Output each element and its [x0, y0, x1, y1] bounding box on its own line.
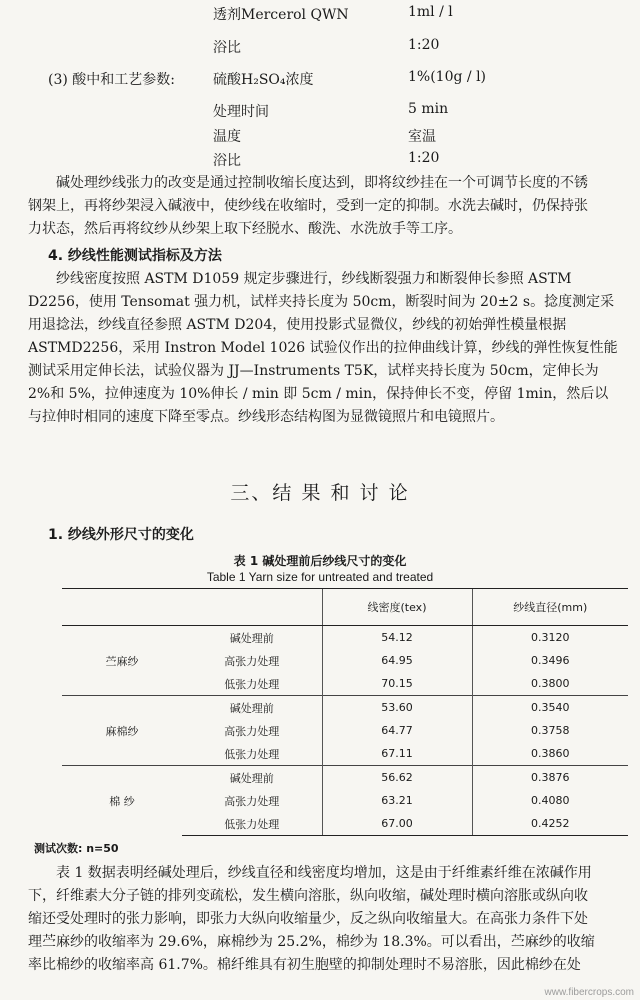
text-line: 率比棉纱的收缩率高 61.7%。棉纤维具有初生胞壁的抑制处理时不易溶胀，因此棉纱在处: [28, 957, 581, 973]
sub-heading: 1. 纱线外形尺寸的变化: [48, 527, 194, 543]
treatment-cell: 低张力处理: [224, 677, 280, 691]
density-cell: 64.95: [322, 649, 472, 672]
table-note: 测试次数: n=50: [34, 842, 119, 855]
section-heading-4: 4. 纱线性能测试指标及方法: [48, 248, 222, 264]
density-cell: 70.15: [322, 672, 472, 696]
param-name: 温度: [213, 129, 241, 145]
section-title: 三、结 果 和 讨 论: [230, 482, 410, 504]
density-cell: 54.12: [322, 626, 472, 650]
text-line: 测试采用定伸长法，试验仪器为 JJ—Instruments T5K，试样夹持长度为 50cm，定伸长为: [28, 363, 599, 379]
table-row: [62, 626, 628, 650]
density-cell: 56.62: [322, 766, 472, 790]
group-name: 麻棉纱: [62, 696, 182, 766]
diameter-cell: 0.3800: [472, 672, 628, 696]
diameter-cell: 0.3758: [472, 719, 628, 742]
header-cell: [62, 589, 182, 626]
diameter-cell: 0.3540: [472, 696, 628, 720]
table-row: [62, 766, 628, 790]
text-line: 钢架上，再将纱架浸入碱液中，使纱线在收缩时，受到一定的抑制。水洗去碱时，仍保持张: [28, 198, 588, 214]
table-caption-cn: 表 1 碱处理前后纱线尺寸的变化: [233, 554, 407, 568]
param-name: 透剂Mercerol QWN: [213, 7, 349, 23]
text-line: 理苎麻纱的收缩率为 29.6%，麻棉纱为 25.2%，棉纱为 18.3%。可以看出，苎麻纱的收缩: [28, 934, 595, 950]
param-name: 浴比: [213, 153, 241, 169]
treatment-cell: 碱处理前: [182, 696, 322, 720]
treatment-cell: 高张力处理: [224, 724, 280, 738]
text-line: 用退捻法，纱线直径参照 ASTM D204，使用投影式显微仪，纱线的初始弹性模量根据: [28, 317, 567, 333]
group-name: 棉 纱: [62, 766, 182, 836]
treatment-cell: 高张力处理: [224, 654, 280, 668]
density-cell: 67.00: [322, 812, 472, 836]
density-cell: 67.11: [322, 742, 472, 766]
text-line: 与拉伸时相同的速度下降至零点。纱线形态结构图为显微镜照片和电镜照片。: [28, 409, 504, 425]
header-cell: 线密度(tex): [322, 589, 472, 626]
text-line: 碱处理纱线张力的改变是通过控制收缩长度达到，即将纹纱挂在一个可调节长度的不锈: [56, 175, 588, 191]
treatment-cell: 高张力处理: [224, 794, 280, 808]
param-value: 1:20: [408, 150, 440, 166]
param-name: 浴比: [213, 40, 241, 56]
treatment-cell: 碱处理前: [229, 631, 274, 645]
paragraph-results: [28, 862, 618, 977]
density-cell: 53.60: [322, 696, 472, 720]
text-line: 下，纤维素大分子链的排列变疏松，发生横向溶胀，纵向收缩，碱处理时横向溶胀或纵向收: [28, 888, 588, 904]
text-line: 纱线密度按照 ASTM D1059 规定步骤进行，纱线断裂强力和断裂伸长参照 ASTM: [56, 271, 572, 287]
diameter-cell: 0.3496: [472, 649, 628, 672]
diameter-cell: 0.4252: [472, 812, 628, 836]
param-value: 室温: [408, 129, 436, 145]
header-cell: 纱线直径(mm): [472, 589, 628, 626]
paragraph-test-methods: [28, 268, 618, 429]
paragraph-tension-control: [28, 172, 618, 241]
density-cell: 63.21: [322, 789, 472, 812]
param-value: 1:20: [408, 37, 440, 53]
text-line: 力状态，然后再将纹纱从纱架上取下经脱水、酸洗、水洗放手等工序。: [28, 221, 462, 237]
diameter-cell: 0.3876: [472, 766, 628, 790]
yarn-size-table: [62, 588, 628, 836]
header-cell: [182, 589, 322, 626]
diameter-cell: 0.4080: [472, 789, 628, 812]
treatment-cell: 碱处理前: [182, 766, 322, 790]
param-label: (3) 酸中和工艺参数:: [48, 72, 175, 88]
param-value: 5 min: [408, 101, 449, 117]
watermark: www.fibercrops.com: [544, 987, 634, 998]
group-name: 苎麻纱: [105, 654, 139, 668]
table-caption-en: Table 1 Yarn size for untreated and treated: [206, 570, 434, 584]
treatment-cell: 低张力处理: [182, 812, 322, 836]
text-line: 表 1 数据表明经碱处理后，纱线直径和线密度均增加，这是由于纤维素纤维在浓碱作用: [56, 865, 592, 881]
table-row: [62, 696, 628, 720]
param-name: 处理时间: [213, 104, 269, 120]
text-line: 缩还受处理时的张力影响，即张力大纵向收缩量少，反之纵向收缩量大。在高张力条件下处: [28, 911, 588, 927]
param-value: 1%(10g / l): [408, 69, 487, 85]
param-name: 硫酸H₂SO₄浓度: [213, 72, 314, 88]
text-line: ASTMD2256，采用 Instron Model 1026 试验仪作出的拉伸曲线计算，纱线的弹性恢复性能: [28, 340, 618, 356]
param-value: 1ml / l: [408, 4, 453, 20]
table-header-row: [62, 589, 628, 626]
treatment-cell: 低张力处理: [224, 747, 280, 761]
diameter-cell: 0.3120: [472, 626, 628, 650]
diameter-cell: 0.3860: [472, 742, 628, 766]
text-line: D2256，使用 Tensomat 强力机，试样夹持长度为 50cm，断裂时间为 20±2 s。捻度测定采: [28, 294, 615, 310]
density-cell: 64.77: [322, 719, 472, 742]
text-line: 2%和 5%，拉伸速度为 10%伸长 / min 即 5cm / min，保持伸长不变，停留 1min，然后以: [28, 386, 609, 402]
